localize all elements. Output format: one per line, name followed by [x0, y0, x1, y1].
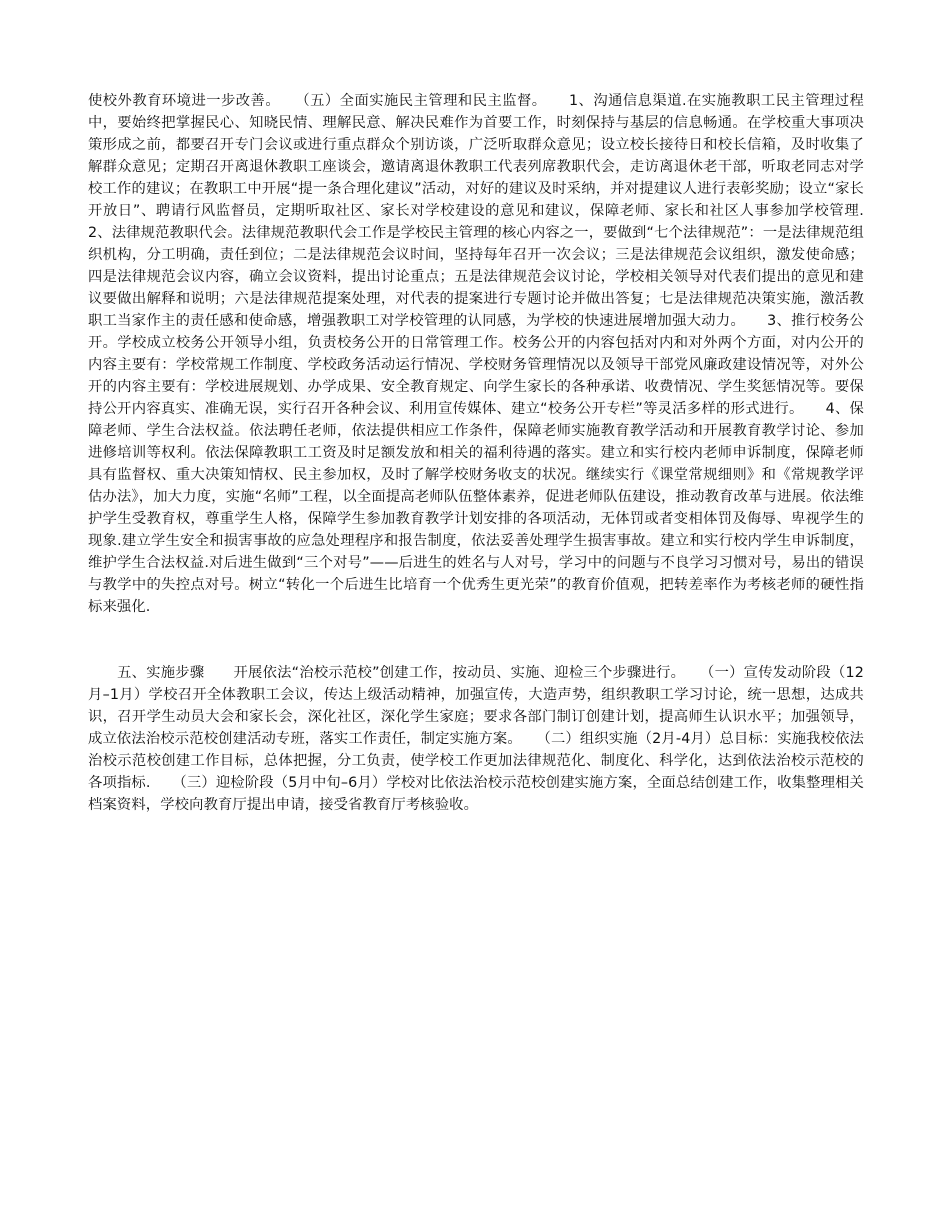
paragraph-democratic-management: 使校外教育环境进一步改善。 （五）全面实施民主管理和民主监督。 1、沟通信息渠道.在实施教职工民主管理过程中，要始终把掌握民心、知晓民情、理解民意、解决民难作为首要工作，时刻保持与基层的信息畅通。在学校重大事项决策形成之前，都要召开专门会议或进行重点群众个别访谈，广泛听取群众意见；设立校长接待日和校长信箱，及时收集了解群众意见；定期召开离退休教职工座谈会，邀请离退休教职工代表列席教职代会，走访离退休老干部，听取老同志对学校工作的建议；在教职工中开展“提一条合理化建议”活动，对好的建议及时采纳，并对提建议人进行表彰奖励；设立“家长开放日”、聘请行风监督员，定期听取社区、家长对学校建设的意见和建议，保障老师、家长和社区人事参加学校管理. 2、法律规范教职代会。法律规范教职代会工作是学校民主管理的核心内容之一，要做到“七个法律规范”：一是法律规范组织机构，分工明确，责任到位；二是法律规范会议时间，坚持每年召开一次会议；三是法律规范会议组织，激发使命感；四是法律规范会议内容，确立会议资料，提出讨论重点；五是法律规范会议讨论，学校相关领导对代表们提出的意见和建议要做出解释和说明；六是法律规范提案处理，对代表的提案进行专题讨论并做出答复；七是法律规范决策实施，激活教职工当家作主的责任感和使命感，增强教职工对学校管理的认同感，为学校的快速进展增加强大动力。 3、推行校务公开。学校成立校务公开领导小组，负责校务公开的日常管理工作。校务公开的内容包括对内和对外两个方面，对内公开的内容主要有：学校常规工作制度、学校政务活动运行情况、学校财务管理情况以及领导干部党风廉政建设情况等，对外公开的内容主要有：学校进展规划、办学成果、安全教育规定、向学生家长的各种承诺、收费情况、学生奖惩情况等。要保持公开内容真实、准确无误，实行召开各种会议、利用宣传媒体、建立“校务公开专栏”等灵活多样的形式进行。 4、保障老师、学生合法权益。依法聘任老师，依法提供相应工作条件，保障老师实施教育教学活动和开展教育教学讨论、参加进修培训等权利。依法保障教职工工资及时足额发放和相关的福利待遇的落实。建立和实行校内老师申诉制度，保障老师具有监督权、重大决策知情权、民主参加权，及时了解学校财务收支的状况。继续实行《课堂常规细则》和《常规教学评估办法》，加大力度，实施“名师”工程，以全面提高老师队伍整体素养，促进老师队伍建设，推动教育改革与进展。依法维护学生受教育权，尊重学生人格，保障学生参加教育教学计划安排的各项活动，无体罚或者变相体罚及侮辱、卑视学生的现象.建立学生安全和损害事故的应急处理程序和报告制度，依法妥善处理学生损害事故。建立和实行校内学生申诉制度，维护学生合法权益.对后进生做到“三个对号”——后进生的姓名与人对号，学习中的问题与不良学习习惯对号，易出的错误与教学中的失控点对号。树立“转化一个后进生比培育一个优秀生更光荣”的教育价值观，把转差率作为考核老师的硬性指标来强化. [88, 93, 893, 615]
document-page [88, 90, 893, 816]
paragraph-gap [88, 618, 864, 662]
paragraph-implementation-steps: 五、实施步骤 开展依法“治校示范校”创建工作，按动员、实施、迎检三个步骤进行。 （一）宣传发动阶段（12月–1月）学校召开全体教职工会议，传达上级活动精神，加强宣传，大造声势，组织教职工学习讨论，统一思想，达成共识，召开学生动员大会和家长会，深化社区，深化学生家庭；要求各部门制订创建计划，提高师生认识水平；加强领导，成立依法治校示范校创建活动专班，落实工作责任，制定实施方案。 （二）组织实施（2月-4月）总目标：实施我校依法治校示范校创建工作目标，总体把握，分工负责，使学校工作更加法律规范化、制度化、科学化，达到依法治校示范校的各项指标. （三）迎检阶段（5月中旬–6月）学校对比依法治校示范校创建实施方案，全面总结创建工作，收集整理相关档案资料，学校向教育厅提出申请，接受省教育厅考核验收。 [88, 665, 864, 813]
